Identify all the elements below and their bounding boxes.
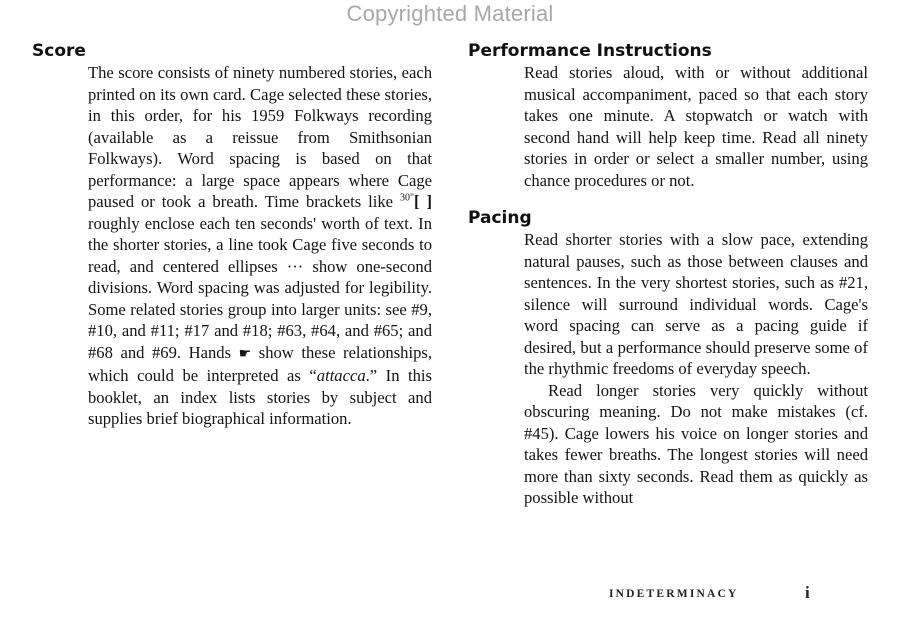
pointing-hand-icon: ☛ [238,346,252,362]
performance-body [524,62,868,191]
pacing-paragraph-2: Read longer stories very quickly without obscuring meaning. Do not make mistakes (cf. #45). Cage lowers his voice on longer stories and takes fewer breaths. The longest stories will need more than sixty seconds. Read them as quickly as possible without [524,380,868,507]
pacing-body [524,229,868,509]
running-title: INDETERMINACY [609,588,739,600]
pacing-heading: Pacing [468,208,532,228]
time-bracket-label: 30" [399,192,415,204]
score-text-1: The score consists of ninety numbered stories, each printed on its own card. Cage selected these stories, in this order, for his 1959 Folkways recording (available as a reissue from Smithsonian Folkways). Word spacing is based on that performance: a large space appears where Cage paused or took a breath. Time brackets like [88,63,432,211]
time-bracket-symbol: [ ] [414,192,432,211]
pacing-paragraph-1: Read shorter stories with a slow pace, extending natural pauses, such as those between clauses and sentences. In the very shortest stories, such as #21, silence will surround individual words. Cage's word spacing can serve as a pacing guide if desired, but a performance should preserve some of the rhythmic freedoms of everyday speech. [524,230,868,378]
score-text-2: roughly enclose each ten seconds' worth of text. In the shorter stories, a line took Cage five seconds to read, and centered ellipses ··· show one-second divisions. Word spacing was adjusted for legibility. Some related stories group into larger units: see #9, #10, and #11; #17 and #18; #63, #64, and #65; and #68 and #69. Hands [88,213,432,362]
score-text-3: show these relationships, which could be interpreted as “ [88,342,432,385]
score-text-4: .” In this booklet, an index lists stories by subject and supplies brief biographical information. [88,366,432,428]
score-body [88,62,432,430]
instructions-column [468,40,868,509]
attacca-term: attacca [316,366,366,385]
performance-paragraph: Read stories aloud, with or without additional musical accompaniment, paced so that each story takes one minute. A stopwatch or watch with second hand will help keep time. Read all ninety stories in order or select a smaller number, using chance procedures or not. [524,63,868,190]
score-paragraph [88,62,432,430]
page-number: i [805,583,810,602]
score-section [32,40,432,430]
copyright-watermark: Copyrighted Material [346,1,554,26]
performance-heading: Performance Instructions [468,41,712,61]
score-heading: Score [32,41,86,61]
